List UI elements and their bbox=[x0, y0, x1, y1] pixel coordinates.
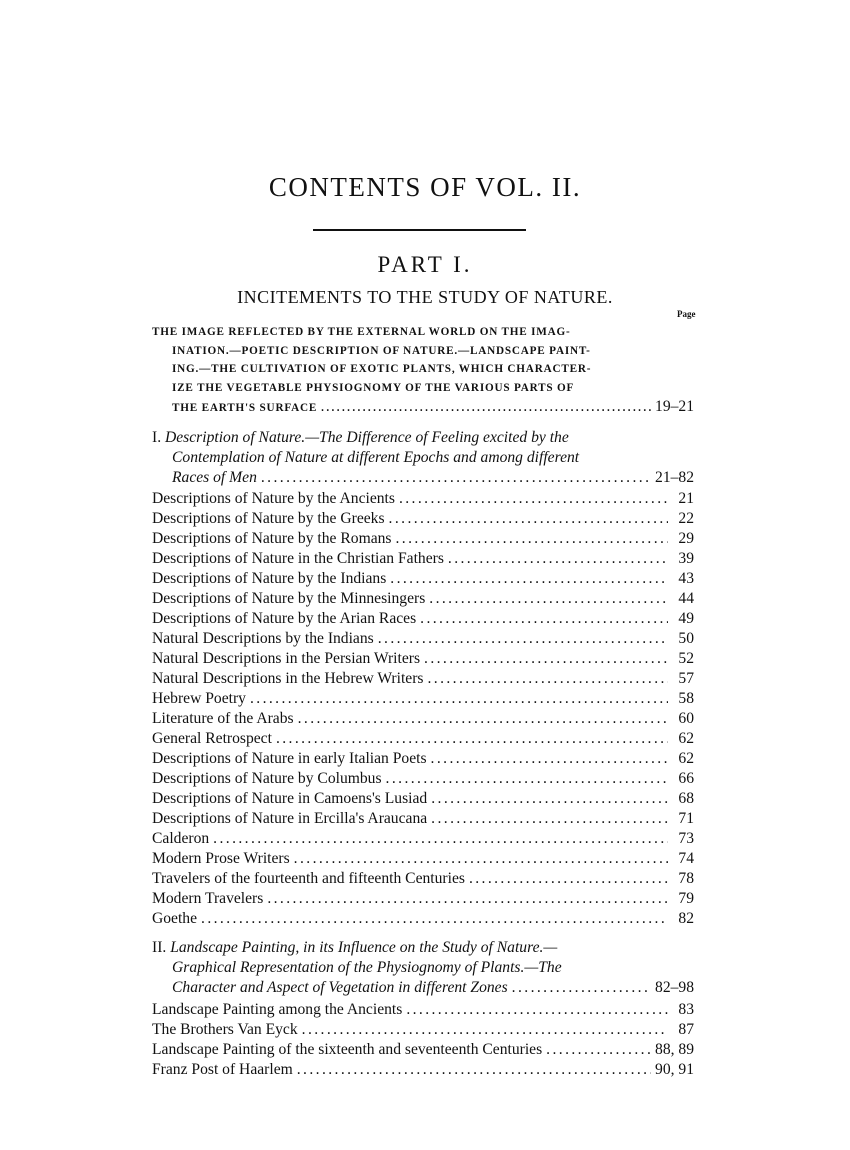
dot-leader bbox=[302, 1020, 668, 1040]
dot-leader bbox=[294, 849, 668, 869]
dot-leader bbox=[431, 749, 668, 769]
toc-entry bbox=[152, 1040, 694, 1060]
intro-last-line bbox=[152, 398, 694, 418]
toc-entry bbox=[152, 789, 694, 809]
toc-entry-page: 79 bbox=[678, 890, 694, 907]
dot-leader bbox=[546, 1040, 651, 1060]
toc-entry-page: 50 bbox=[678, 630, 694, 647]
section-pages: 82–98 bbox=[655, 979, 694, 996]
toc-entry-title: Landscape Painting of the sixteenth and seventeenth Centuries bbox=[152, 1041, 543, 1058]
toc-entry-title: Landscape Painting among the Ancients bbox=[152, 1001, 403, 1018]
toc-entry-title: Descriptions of Nature in early Italian Poets bbox=[152, 750, 427, 767]
dot-leader bbox=[213, 829, 668, 849]
section-title-text: Races of Men bbox=[172, 469, 257, 486]
toc-entry-title: Goethe bbox=[152, 910, 198, 927]
section-heading-line bbox=[152, 428, 694, 448]
dot-leader bbox=[298, 709, 668, 729]
toc-entry bbox=[152, 829, 694, 849]
section-heading-line: Contemplation of Nature at different Epochs and among different bbox=[172, 449, 580, 466]
toc-entry-title: Hebrew Poetry bbox=[152, 690, 246, 707]
toc-entry bbox=[152, 589, 694, 609]
dot-leader bbox=[386, 769, 668, 789]
toc-entry-page: 90, 91 bbox=[655, 1061, 694, 1078]
toc-entry-page: 58 bbox=[678, 690, 694, 707]
section-heading-line: Graphical Representation of the Physiognomy of Plants.—The bbox=[172, 959, 562, 976]
toc-entry-title: Descriptions of Nature by the Romans bbox=[152, 530, 392, 547]
toc-entry-title: Literature of the Arabs bbox=[152, 710, 294, 727]
section-title-text: Landscape Painting, in its Influence on the Study of Nature.— bbox=[170, 939, 558, 956]
dot-leader bbox=[396, 529, 669, 549]
toc-entry-page: 62 bbox=[678, 730, 694, 747]
toc-entry-title: Descriptions of Nature by the Arian Races bbox=[152, 610, 417, 627]
toc-entry bbox=[152, 1020, 694, 1040]
toc-entry-title: Descriptions of Nature by the Ancients bbox=[152, 490, 395, 507]
toc-entry-page: 78 bbox=[678, 870, 694, 887]
intro-line: INATION.—POETIC DESCRIPTION OF NATURE.—LANDSCAPE PAINT- bbox=[172, 344, 591, 357]
toc-entry bbox=[152, 869, 694, 889]
toc-entry-title: Descriptions of Nature by the Greeks bbox=[152, 510, 385, 527]
toc-entry-title: The Brothers Van Eyck bbox=[152, 1021, 298, 1038]
toc-entry-title: Natural Descriptions in the Hebrew Writers bbox=[152, 670, 424, 687]
dot-leader bbox=[250, 689, 668, 709]
intro-block bbox=[152, 323, 694, 418]
dot-leader bbox=[448, 549, 668, 569]
dot-leader bbox=[424, 649, 668, 669]
dot-leader bbox=[267, 889, 668, 909]
part-heading: PART I. bbox=[377, 252, 473, 277]
toc-entry bbox=[152, 1000, 694, 1020]
dot-leader bbox=[406, 1000, 668, 1020]
intro-line: THE IMAGE REFLECTED BY THE EXTERNAL WORLD ON THE IMAG- bbox=[152, 326, 571, 338]
toc-entry bbox=[152, 629, 694, 649]
toc-entries bbox=[152, 1000, 694, 1080]
section-pages: 21–82 bbox=[655, 469, 694, 486]
toc-entry bbox=[152, 889, 694, 909]
toc-entry-page: 21 bbox=[678, 490, 694, 507]
toc-entry-page: 22 bbox=[678, 510, 694, 527]
dot-leader bbox=[431, 809, 668, 829]
toc-entry bbox=[152, 749, 694, 769]
toc-entry-page: 62 bbox=[678, 750, 694, 767]
title-rule bbox=[313, 229, 526, 231]
toc-entry-title: Descriptions of Nature in Ercilla's Araucana bbox=[152, 810, 428, 827]
toc-entry bbox=[152, 709, 694, 729]
toc-entry-page: 82 bbox=[678, 910, 694, 927]
toc-entry-title: General Retrospect bbox=[152, 730, 272, 747]
toc-entry-title: Descriptions of Nature in Camoens's Lusiad bbox=[152, 790, 428, 807]
section-heading bbox=[152, 938, 694, 998]
toc-entry bbox=[152, 809, 694, 829]
toc-entry bbox=[152, 489, 694, 509]
intro-pages: 19–21 bbox=[655, 397, 694, 415]
dot-leader bbox=[429, 589, 668, 609]
toc-entry-page: 68 bbox=[678, 790, 694, 807]
toc-entry-page: 39 bbox=[678, 550, 694, 567]
dot-leader bbox=[389, 509, 668, 529]
toc-entry-page: 60 bbox=[678, 710, 694, 727]
toc-entry bbox=[152, 729, 694, 749]
dot-leader bbox=[431, 789, 668, 809]
toc-entry-title: Calderon bbox=[152, 830, 210, 847]
section-title-text: Description of Nature.—The Difference of Feeling excited by the bbox=[165, 429, 569, 446]
toc-entry bbox=[152, 649, 694, 669]
intro-line: IZE THE VEGETABLE PHYSIOGNOMY OF THE VARIOUS PARTS OF bbox=[172, 382, 575, 395]
dot-leader bbox=[276, 729, 668, 749]
toc-entry-title: Modern Travelers bbox=[152, 890, 264, 907]
dot-leader bbox=[399, 489, 668, 509]
dot-leader bbox=[469, 869, 668, 889]
toc-entry-page: 49 bbox=[678, 610, 694, 627]
toc-entry-page: 88, 89 bbox=[655, 1041, 694, 1058]
dot-leader bbox=[378, 629, 668, 649]
section-heading-last-line bbox=[152, 468, 694, 488]
dot-leader bbox=[390, 569, 668, 589]
toc-entry bbox=[152, 689, 694, 709]
toc-entry-page: 74 bbox=[678, 850, 694, 867]
toc-entry bbox=[152, 549, 694, 569]
toc-entry-title: Descriptions of Nature in the Christian Fathers bbox=[152, 550, 444, 567]
section-title-text: Character and Aspect of Vegetation in different Zones bbox=[172, 979, 508, 996]
section-number: I. bbox=[152, 429, 162, 446]
dot-leader bbox=[420, 609, 668, 629]
toc-entries bbox=[152, 489, 694, 929]
toc-entry bbox=[152, 569, 694, 589]
page-title: CONTENTS OF VOL. II. bbox=[268, 172, 582, 202]
dot-leader bbox=[321, 399, 651, 418]
toc-entry-title: Natural Descriptions in the Persian Writers bbox=[152, 650, 421, 667]
toc-entry-title: Modern Prose Writers bbox=[152, 850, 290, 867]
toc-entry-page: 71 bbox=[678, 810, 694, 827]
intro-line: THE EARTH'S SURFACE bbox=[172, 401, 318, 414]
toc-entry bbox=[152, 669, 694, 689]
toc-entry-page: 29 bbox=[678, 530, 694, 547]
toc-entry bbox=[152, 769, 694, 789]
toc-entry-title: Natural Descriptions by the Indians bbox=[152, 630, 374, 647]
toc-entry-title: Descriptions of Nature by the Indians bbox=[152, 570, 387, 587]
toc-entry bbox=[152, 529, 694, 549]
part-subtitle: INCITEMENTS TO THE STUDY OF NATURE. bbox=[237, 287, 613, 307]
toc-entry-title: Descriptions of Nature by the Minnesingers bbox=[152, 590, 426, 607]
toc-entry-page: 83 bbox=[678, 1001, 694, 1018]
toc-entry-title: Travelers of the fourteenth and fifteenth Centuries bbox=[152, 870, 465, 887]
dot-leader bbox=[201, 909, 668, 929]
toc-entry bbox=[152, 849, 694, 869]
toc-entry bbox=[152, 509, 694, 529]
dot-leader bbox=[261, 468, 651, 488]
toc-entry-page: 43 bbox=[678, 570, 694, 587]
section-heading-line bbox=[152, 938, 694, 958]
dot-leader bbox=[427, 669, 668, 689]
dot-leader bbox=[297, 1060, 651, 1080]
section-number: II. bbox=[152, 939, 167, 956]
toc-entry bbox=[152, 909, 694, 929]
toc-entry bbox=[152, 609, 694, 629]
section-heading-last-line bbox=[152, 978, 694, 998]
toc-entry-page: 52 bbox=[678, 650, 694, 667]
dot-leader bbox=[512, 978, 651, 998]
toc-entry-page: 87 bbox=[678, 1021, 694, 1038]
toc-entry-page: 57 bbox=[678, 670, 694, 687]
toc-entry-title: Franz Post of Haarlem bbox=[152, 1061, 293, 1078]
page-column-label: Page bbox=[677, 309, 696, 319]
toc-entry-page: 44 bbox=[678, 590, 694, 607]
toc-entry bbox=[152, 1060, 694, 1080]
section-heading bbox=[152, 428, 694, 488]
intro-line: ING.—THE CULTIVATION OF EXOTIC PLANTS, WHICH CHARACTER- bbox=[172, 363, 592, 376]
toc-entry-page: 66 bbox=[678, 770, 694, 787]
toc-entry-page: 73 bbox=[678, 830, 694, 847]
toc-entry-title: Descriptions of Nature by Columbus bbox=[152, 770, 382, 787]
